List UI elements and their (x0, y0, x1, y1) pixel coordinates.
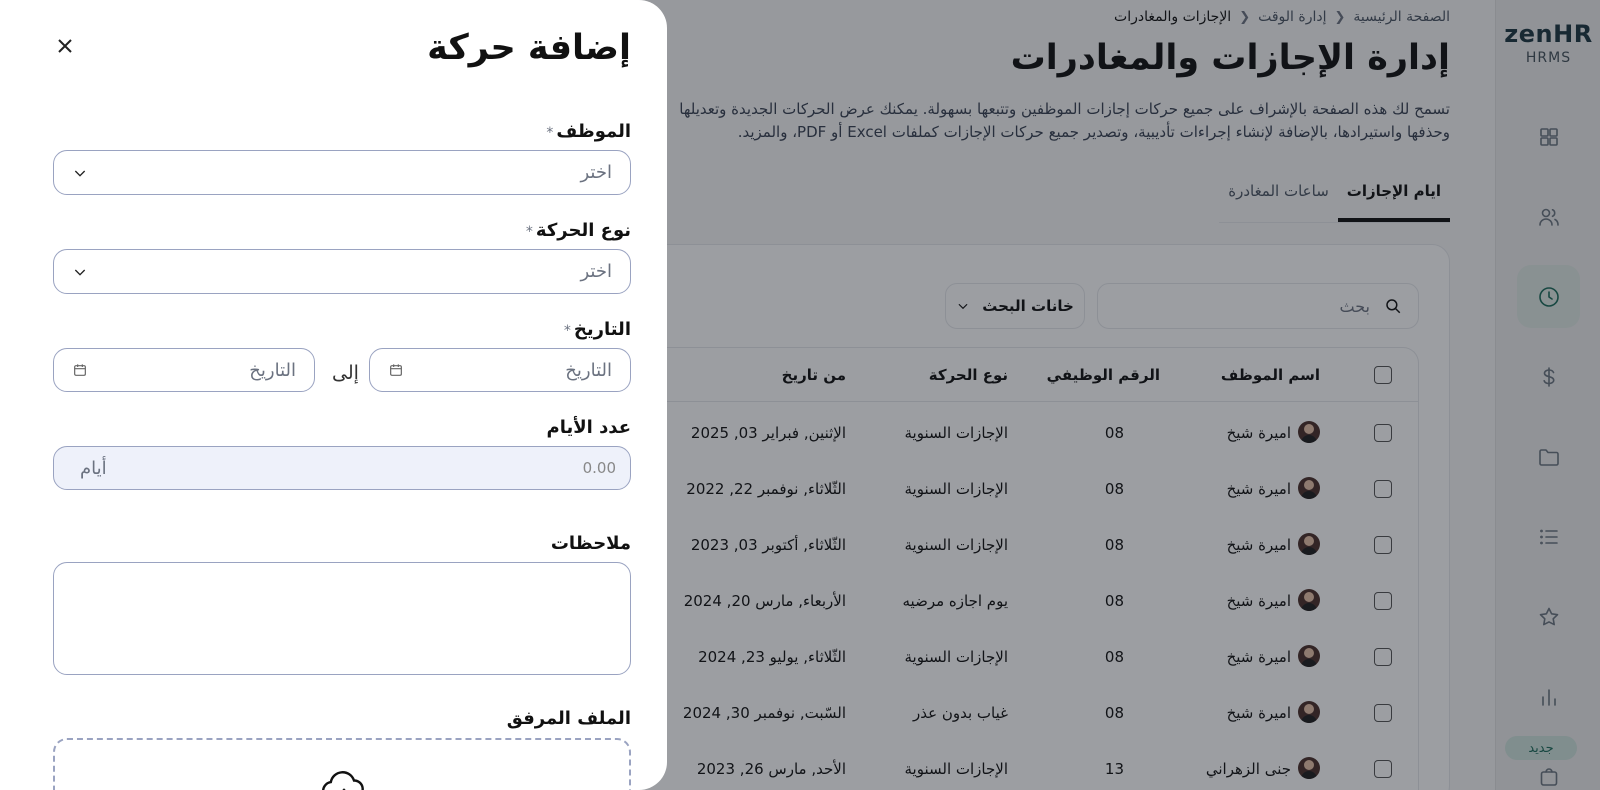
employee-number: 08 (1104, 648, 1124, 666)
movement-type: الإجازات السنوية (904, 648, 1008, 666)
employee-number: 08 (1104, 704, 1124, 722)
movement-type: غياب بدون عذر (913, 704, 1008, 722)
notes-textarea[interactable] (53, 562, 631, 675)
chevron-down-icon (72, 165, 88, 181)
page-description: تسمح لك هذه الصفحة بالإشراف على جميع حركات إجازات الموظفين وتتبعها بسهولة. يمكنك عرض الحركات الجديدة وتعديلها وحذفها واستيرادها، بالإضافة لإنشاء إجراءات تأديبية، وتصدير جميع حركات الإجازات كملفات Excel أو PDF، والمزيد. (679, 100, 1450, 141)
employee-name[interactable]: اميرة شيخ (1226, 424, 1291, 442)
brand-name-main: zen (1504, 20, 1554, 48)
chevron-left-icon: ❮ (1334, 9, 1346, 25)
from-date: السّبت, نوفمبر 30, 2024 (682, 704, 846, 722)
movement-type-label (526, 220, 631, 241)
calendar-icon (388, 362, 404, 378)
tab-leave-days[interactable]: ايام الإجازات (1338, 172, 1450, 222)
employee-name[interactable]: اميرة شيخ (1226, 704, 1291, 722)
movement-type: الإجازات السنوية (904, 760, 1008, 778)
employee-number: 08 (1104, 592, 1124, 610)
date-from-placeholder: التاريخ (565, 359, 612, 381)
header-from-date[interactable]: من تاريخ (781, 366, 846, 384)
calendar-icon (72, 362, 88, 378)
date-to-placeholder: التاريخ (249, 359, 296, 381)
employee-label-text: الموظف (556, 121, 631, 142)
from-date: الأربعاء, مارس 20, 2024 (683, 592, 846, 610)
from-date: الثّلاثاء, نوفمبر 22, 2022 (686, 480, 846, 498)
date-from-input[interactable] (369, 348, 631, 392)
days-count-label: عدد الأيام (546, 417, 631, 438)
date-to-separator: إلى (332, 362, 359, 384)
from-date: الثّلاثاء, يوليو 23, 2024 (698, 648, 846, 666)
breadcrumb-current: الإجازات والمغادرات (1114, 9, 1232, 25)
employee-select-value: اختر (580, 162, 612, 183)
chevron-left-icon: ❮ (1239, 9, 1251, 25)
search-fields-label: خانات البحث (982, 297, 1074, 315)
date-to-input[interactable] (53, 348, 315, 392)
required-mark: * (525, 224, 533, 240)
header-employee-number[interactable]: الرقم الوظيفي (1046, 366, 1160, 384)
breadcrumb-section[interactable]: إدارة الوقت (1258, 9, 1327, 25)
employee-name[interactable]: اميرة شيخ (1226, 480, 1291, 498)
tab-departure-hours[interactable]: ساعات المغادرة (1228, 182, 1329, 200)
movement-type: الإجازات السنوية (904, 536, 1008, 554)
brand-name-accent: HR (1553, 20, 1593, 48)
date-label-text: التاريخ (573, 319, 631, 340)
new-badge: جديد (1505, 736, 1577, 760)
movement-type-select-value: اختر (580, 261, 612, 282)
days-unit: أيام (80, 457, 107, 479)
movement-type-select[interactable] (53, 249, 631, 294)
employee-number: 08 (1104, 424, 1124, 442)
from-date: الإثنين, فبراير 03, 2025 (690, 424, 846, 442)
employee-label (546, 121, 631, 142)
attachment-dropzone[interactable] (53, 738, 631, 790)
required-mark: * (563, 323, 571, 339)
movement-type-label-text: نوع الحركة (535, 220, 631, 241)
panel-title: إضافة حركة (427, 28, 631, 68)
search-placeholder: بحث (1339, 296, 1370, 316)
from-date: الثّلاثاء, أكتوبر 03, 2023 (690, 536, 846, 554)
chevron-down-icon (72, 264, 88, 280)
employee-name[interactable]: اميرة شيخ (1226, 648, 1291, 666)
required-mark: * (546, 125, 554, 141)
cloud-upload-icon (321, 770, 367, 790)
brand-subtitle: HRMS (1525, 50, 1572, 66)
from-date: الأحد, مارس 26, 2023 (696, 760, 846, 778)
breadcrumb-home[interactable]: الصفحة الرئيسية (1353, 9, 1450, 25)
days-count-field[interactable] (53, 446, 631, 490)
employee-select[interactable] (53, 150, 631, 195)
page-title: إدارة الإجازات والمغادرات (1010, 38, 1450, 78)
employee-number: 08 (1104, 536, 1124, 554)
close-icon (55, 36, 75, 56)
employee-number: 08 (1104, 480, 1124, 498)
header-employee-name[interactable]: اسم الموظف (1220, 366, 1320, 384)
employee-name[interactable]: جنى الزهراني (1205, 760, 1291, 778)
movement-type: الإجازات السنوية (904, 424, 1008, 442)
employee-name[interactable]: اميرة شيخ (1226, 592, 1291, 610)
employee-name[interactable]: اميرة شيخ (1226, 536, 1291, 554)
close-button[interactable] (55, 36, 75, 56)
date-label (564, 319, 631, 340)
add-movement-panel (0, 0, 667, 790)
employee-number: 13 (1104, 760, 1124, 778)
movement-type: الإجازات السنوية (904, 480, 1008, 498)
notes-label: ملاحظات (550, 533, 631, 554)
attachment-label: الملف المرفق (506, 708, 631, 729)
movement-type: يوم اجازه مرضيه (902, 592, 1008, 610)
days-count-value: 0.00 (582, 459, 616, 477)
header-movement-type[interactable]: نوع الحركة (928, 366, 1008, 384)
